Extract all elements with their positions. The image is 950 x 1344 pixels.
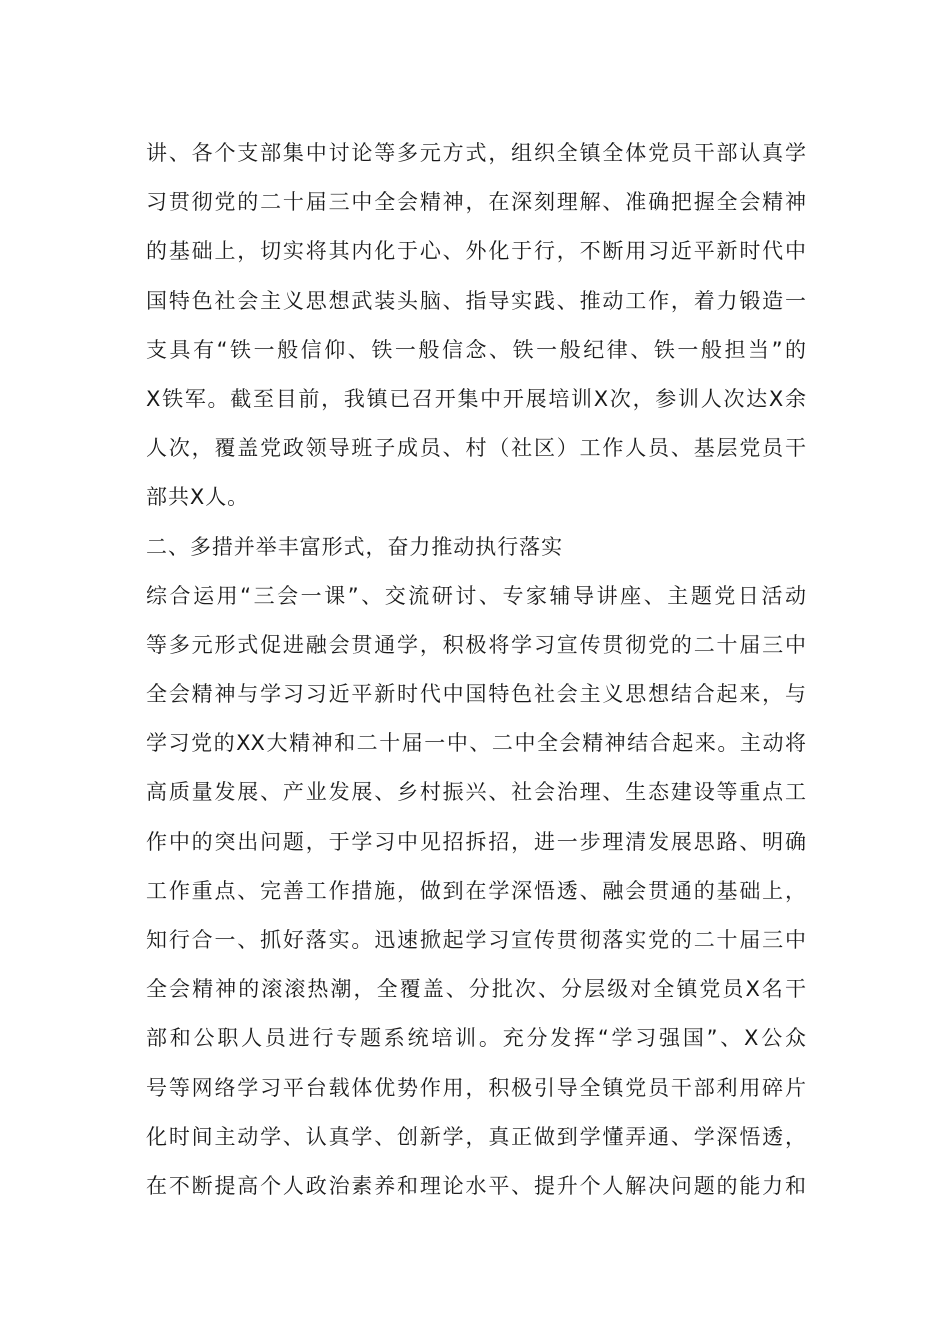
paragraph-line: 全会精神的滚滚热潮，全覆盖、分批次、分层级对全镇党员X名干 — [146, 977, 806, 1002]
paragraph-line: 习贯彻党的二十届三中全会精神，在深刻理解、准确把握全会精神 — [146, 190, 806, 215]
paragraph-line: 号等网络学习平台载体优势作用，积极引导全镇党员干部利用碎片 — [146, 1075, 806, 1100]
paragraph-line: 支具有“铁一般信仰、铁一般信念、铁一般纪律、铁一般担当”的 — [146, 337, 806, 362]
paragraph-line: 知行合一、抓好落实。迅速掀起学习宣传贯彻落实党的二十届三中 — [146, 928, 806, 952]
paragraph-line: 高质量发展、产业发展、乡村振兴、社会治理、生态建设等重点工 — [146, 780, 806, 805]
paragraph-line: 综合运用“三会一课”、交流研讨、专家辅导讲座、主题党日活动 — [146, 583, 806, 608]
document-body — [146, 129, 806, 1211]
paragraph-line: 人次，覆盖党政领导班子成员、村（社区）工作人员、基层党员干 — [146, 436, 806, 461]
paragraph-line: 全会精神与学习习近平新时代中国特色社会主义思想结合起来，与 — [146, 682, 806, 707]
section-heading: 二、多措并举丰富形式，奋力推动执行落实 — [146, 534, 564, 559]
paragraph-line: 工作重点、完善工作措施，做到在学深悟透、融会贯通的基础上， — [146, 878, 806, 903]
paragraph-line: 的基础上，切实将其内化于心、外化于行，不断用习近平新时代中 — [146, 239, 806, 264]
paragraph-line: 部共X人。 — [146, 485, 250, 510]
paragraph-line: X铁军。截至目前，我镇已召开集中开展培训X次，参训人次达X余 — [146, 386, 806, 411]
paragraph-line: 化时间主动学、认真学、创新学，真正做到学懂弄通、学深悟透， — [146, 1124, 806, 1149]
paragraph-line: 作中的突出问题，于学习中见招拆招，进一步理清发展思路、明确 — [146, 829, 806, 854]
paragraph-line: 等多元形式促进融会贯通学，积极将学习宣传贯彻党的二十届三中 — [146, 632, 806, 657]
paragraph-line: 国特色社会主义思想武装头脑、指导实践、推动工作，着力锻造一 — [146, 288, 806, 313]
paragraph-line: 学习党的XX大精神和二十届一中、二中全会精神结合起来。主动将 — [146, 731, 806, 756]
paragraph-line: 在不断提高个人政治素养和理论水平、提升个人解决问题的能力和 — [146, 1173, 806, 1198]
paragraph-line: 部和公职人员进行专题系统培训。充分发挥“学习强国”、X公众 — [146, 1026, 806, 1051]
paragraph-line: 讲、各个支部集中讨论等多元方式，组织全镇全体党员干部认真学 — [146, 141, 806, 165]
